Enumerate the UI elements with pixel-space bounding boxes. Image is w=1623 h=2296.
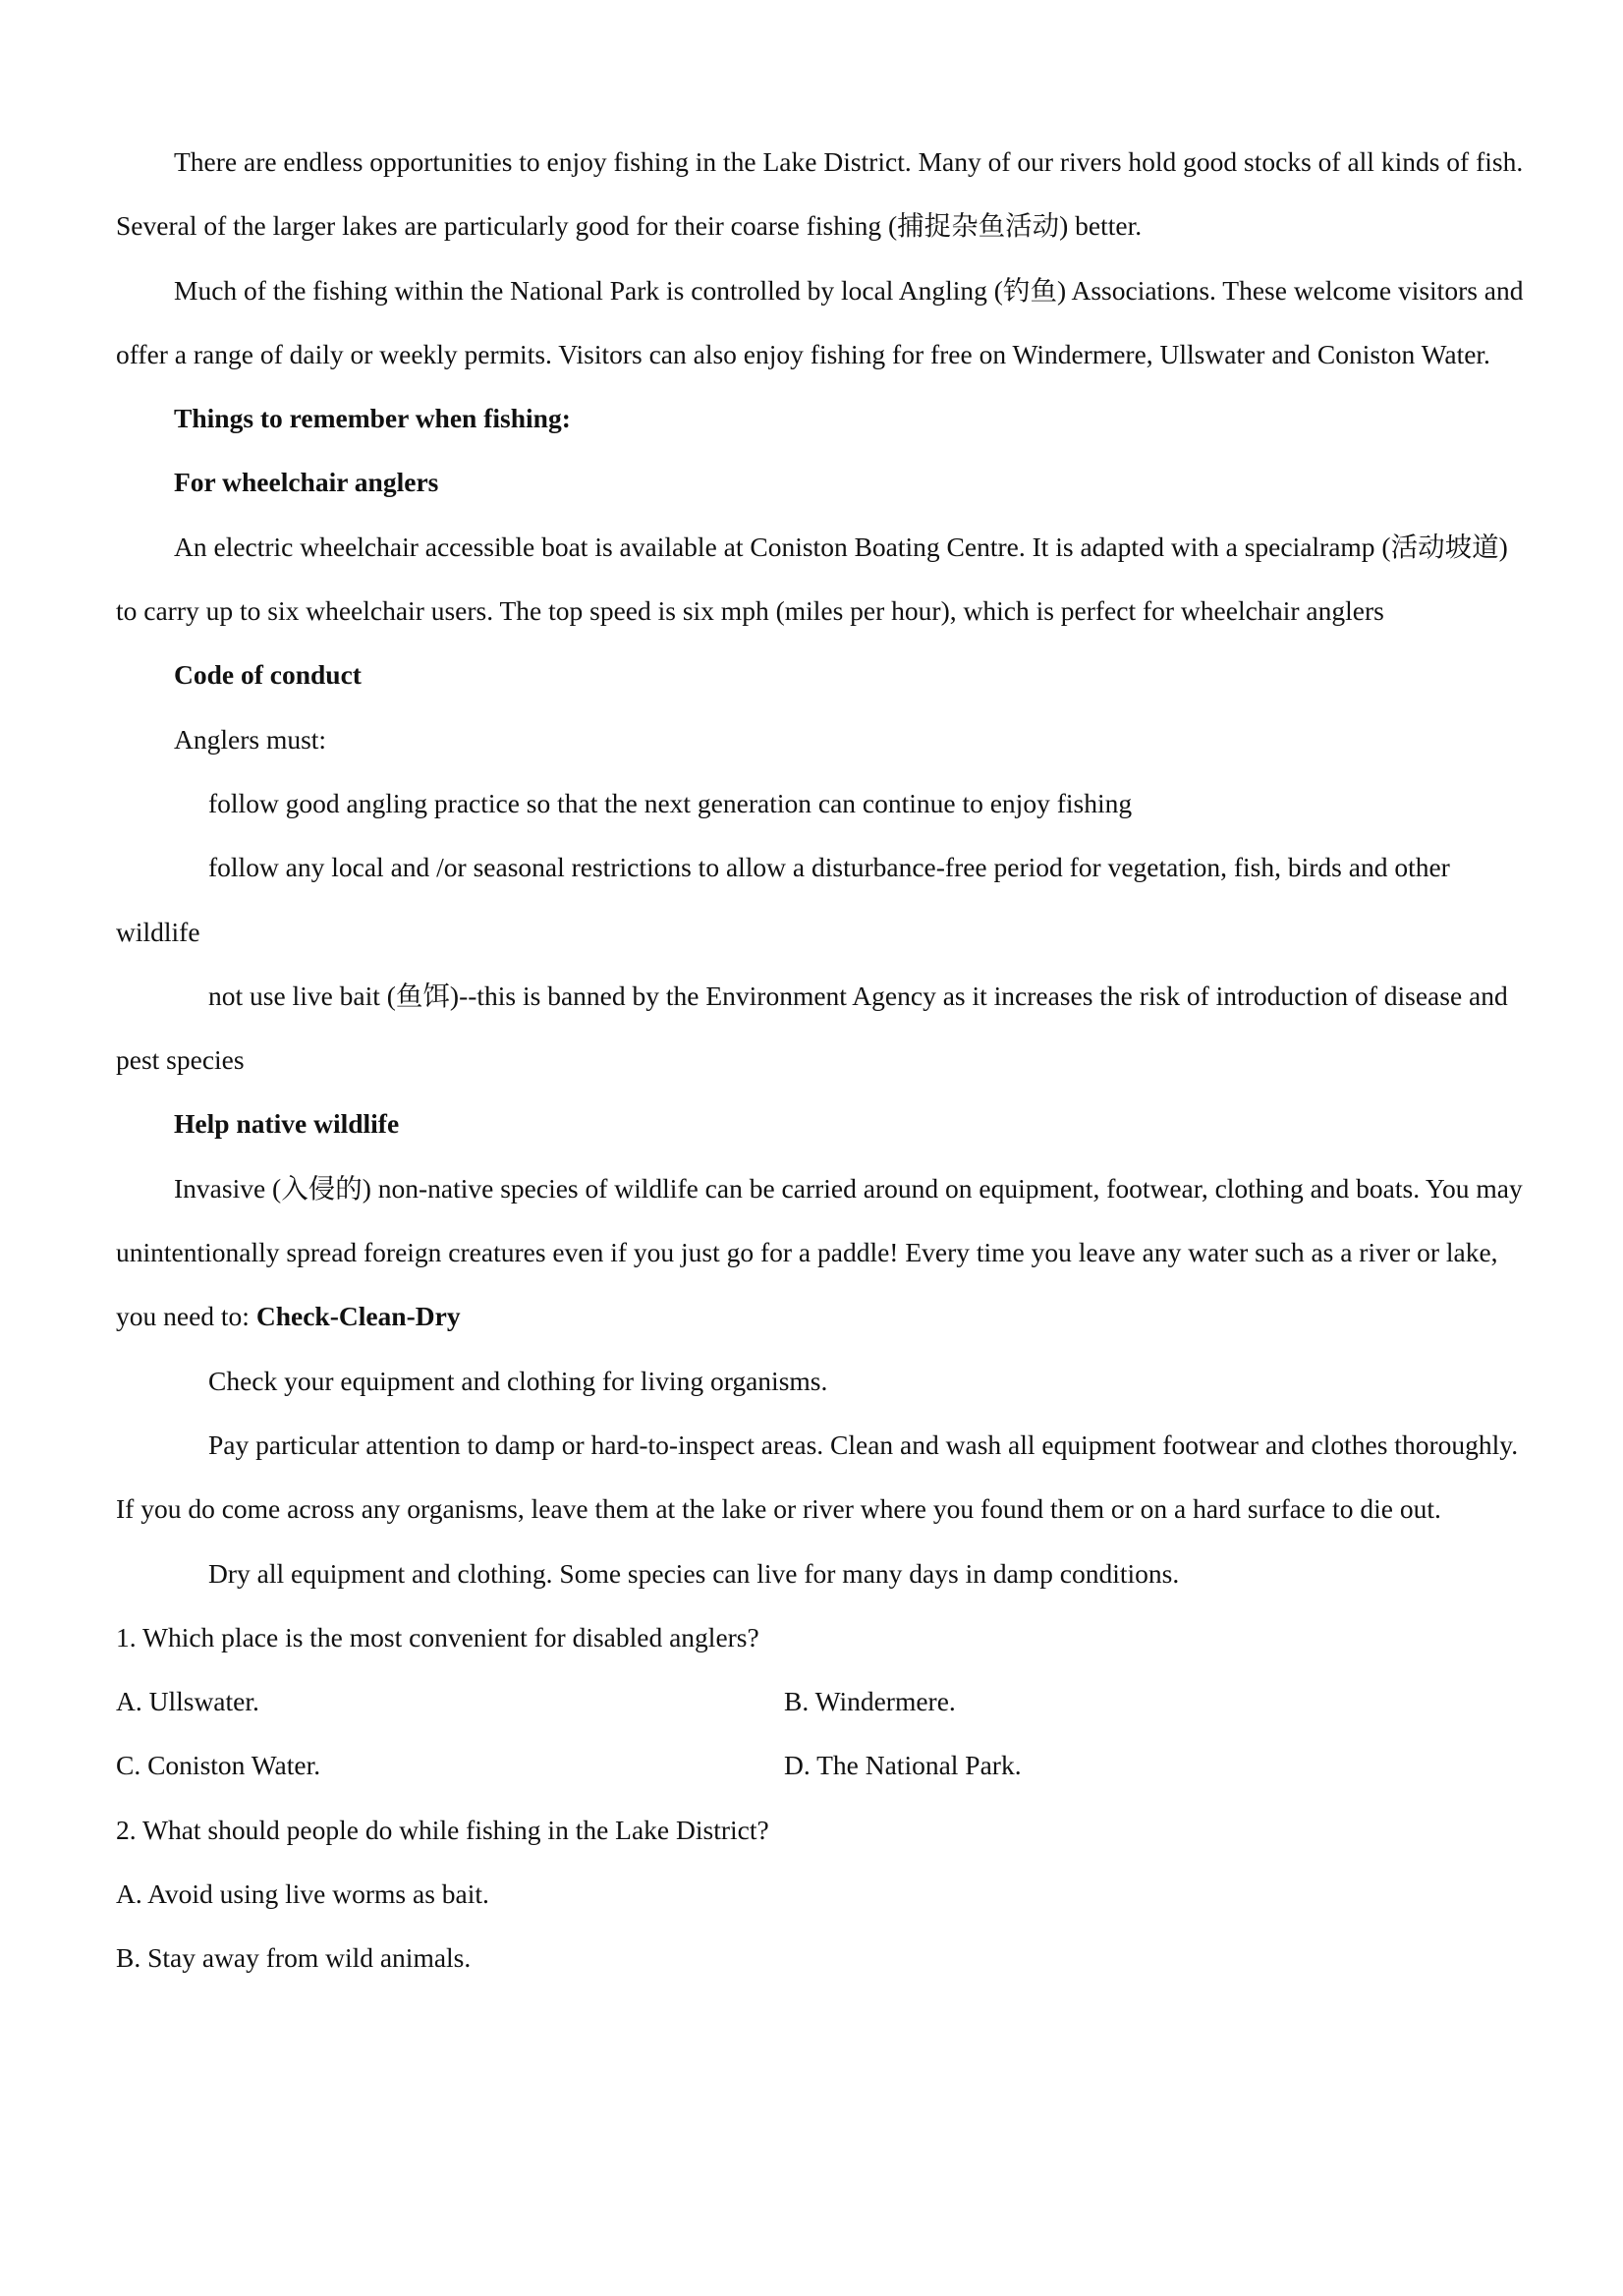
question-1-stem: 1. Which place is the most convenient for disabled anglers? xyxy=(116,1621,759,1652)
question-2-option-b: B. Stay away from wild animals. xyxy=(116,1942,472,1974)
conduct-rule-3: not use live bait (鱼饵)--this is banned by the Environment Agency as it increases the risk of introduction of disease and pest species xyxy=(116,980,1508,1076)
question-1-option-a: A. Ullswater. xyxy=(116,1686,259,1717)
step-dry: Dry all equipment and clothing. Some species can live for many days in damp conditions. xyxy=(208,1557,1180,1589)
paragraph-associations: Much of the fishing within the National Park is controlled by local Angling (钓鱼) Associations. These welcome visitors and offer a range of daily or weekly permits. Visitors can also enjoy fishing for free on Windermere, Ullswater and Coniston Water. xyxy=(116,274,1524,369)
invasive-text: Invasive (入侵的) non-native species of wildlife can be carried around on equipment, footwear, clothing and boats. You may unintentionally spread foreign creatures even if you just go for a paddle! Every time you leave any water such as a river or lake, you need to: xyxy=(116,1172,1523,1332)
question-2-option-a: A. Avoid using live worms as bait. xyxy=(116,1878,489,1910)
question-2-stem: 2. What should people do while fishing in the Lake District? xyxy=(116,1814,769,1845)
check-clean-dry-label: Check-Clean-Dry xyxy=(255,1301,461,1332)
question-1-options-row-2 xyxy=(116,1733,1531,1797)
question-1-option-d: D. The National Park. xyxy=(784,1750,1022,1781)
conduct-rule-2: follow any local and /or seasonal restrictions to allow a disturbance-free period for vegetation, fish, birds and other wildlife xyxy=(116,852,1450,947)
heading-code-of-conduct: Code of conduct xyxy=(174,659,362,691)
paragraph-invasive-species xyxy=(116,1156,1531,1349)
anglers-must-label: Anglers must: xyxy=(174,723,327,755)
step-clean: Pay particular attention to damp or hard-to-inspect areas. Clean and wash all equipment footwear and clothes thoroughly. If you do come across any organisms, leave them at the lake or river where you found them or on a hard surface to die out. xyxy=(116,1428,1519,1525)
step-check: Check your equipment and clothing for living organisms. xyxy=(208,1365,828,1396)
heading-wheelchair-anglers: For wheelchair anglers xyxy=(174,467,439,498)
conduct-rule-1: follow good angling practice so that the next generation can continue to enjoy fishing xyxy=(208,787,1133,818)
question-1-option-b: B. Windermere. xyxy=(784,1686,956,1717)
paragraph-wheelchair-boat: An electric wheelchair accessible boat is available at Coniston Boating Centre. It is adapted with a specialramp (活动坡道) to carry up to six wheelchair users. The top speed is six mph (miles per hour), which is perfect for wheelchair anglers xyxy=(116,531,1508,627)
document-page xyxy=(116,130,1531,1990)
question-1-options-row-1 xyxy=(116,1669,1531,1733)
heading-things-to-remember: Things to remember when fishing: xyxy=(174,403,571,434)
question-1-option-c: C. Coniston Water. xyxy=(116,1750,321,1781)
heading-help-native-wildlife: Help native wildlife xyxy=(174,1108,400,1140)
paragraph-intro: There are endless opportunities to enjoy fishing in the Lake District. Many of our rivers hold good stocks of all kinds of fish. Several of the larger lakes are particularly good for their coarse fishing (捕捉杂鱼活动) better. xyxy=(116,146,1524,242)
